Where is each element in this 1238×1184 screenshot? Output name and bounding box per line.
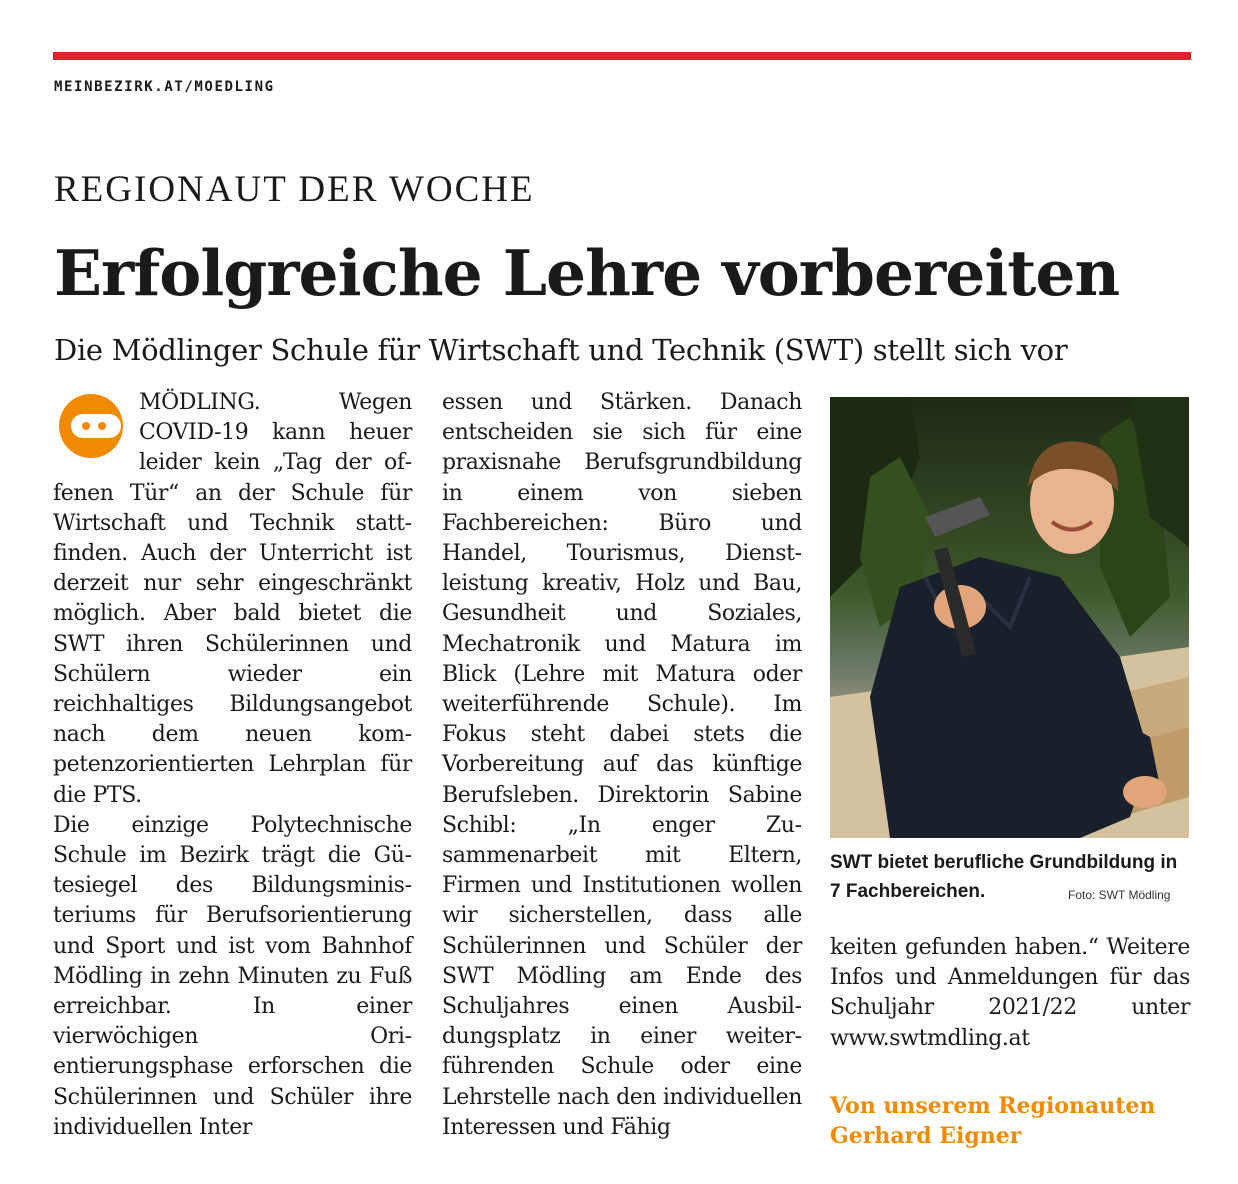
regionaut-logo-icon bbox=[53, 392, 133, 466]
section-kicker: REGIONAUT DER WOCHE bbox=[54, 169, 535, 210]
author-name: Gerhard Eigner bbox=[830, 1123, 1022, 1149]
top-accent-bar bbox=[53, 52, 1191, 60]
page-title: Erfolgreiche Lehre vorbereiten bbox=[54, 236, 1120, 310]
paragraph: MÖDLING. Wegen COVID-19 kann heuer leider kein „Tag der offenen Tür“ an der Schule für Wirtschaft und Technik stattfinden. Auch der Unterricht ist derzeit nur sehr eingeschränkt möglich. Aber bald bietet die SWT ihren Schülerinnen und Schülern wieder ein reichhaltiges Bildungsangebot nach dem neuen kompetenzorientierten Lehrplan für die PTS. bbox=[53, 390, 412, 808]
photo-credit: Foto: SWT Mödling bbox=[1068, 888, 1171, 902]
paragraph: keiten gefunden haben.“ Weitere Infos und Anmeldungen für das Schuljahr 2021/22 unter www.swtmdling.at bbox=[830, 935, 1190, 1051]
article-column-1 bbox=[53, 388, 412, 1143]
student-with-hammer-image bbox=[830, 397, 1189, 838]
subheadline: Die Mödlinger Schule für Wirtschaft und Technik (SWT) stellt sich vor bbox=[54, 333, 1068, 367]
article-column-2 bbox=[442, 388, 802, 1143]
author-byline bbox=[830, 1091, 1155, 1151]
byline-line: Von unserem Regionauten bbox=[830, 1093, 1156, 1119]
paragraph: essen und Stärken. Danach entscheiden sie sich für eine praxisnahe Berufsgrundbildung in einem von sieben Fachbereichen: Büro und Handel, Tourismus, Dienstleistung kreativ, Holz und Bau, Gesundheit und Soziales, Mechatronik und Matura im Blick (Lehre mit Matura oder weiterführende Schule). Im Fokus steht dabei stets die Vorbereitung auf das künftige Berufsleben. Direktorin Sabine Schibl: „In enger Zusammenarbeit mit Eltern, Firmen und Institutionen wollen wir sicherstellen, dass alle Schülerinnen und Schüler der SWT Mödling am Ende des Schuljahres einen Ausbildungsplatz in einer weiterführenden Schule oder eine Lehrstelle nach den individuellen Interessen und Fähig bbox=[442, 390, 802, 1140]
photo-caption: SWT bietet berufliche Grundbildung in 7 Fachbereichen. bbox=[830, 852, 1178, 902]
article-column-3 bbox=[830, 933, 1190, 1054]
paragraph: Die einzige Polytechnische Schule im Bezirk trägt die Gütesiegel des Bildungsministeriums für Berufsorientierung und Sport und ist vom Bahnhof Mödling in zehn Minuten zu Fuß erreichbar. In einer vierwöchigen Orientierungsphase erforschen die Schülerinnen und Schüler ihre individuellen Inter bbox=[53, 812, 412, 1140]
article-photo bbox=[830, 397, 1189, 838]
site-url: MEINBEZIRK.AT/MOEDLING bbox=[54, 79, 275, 95]
